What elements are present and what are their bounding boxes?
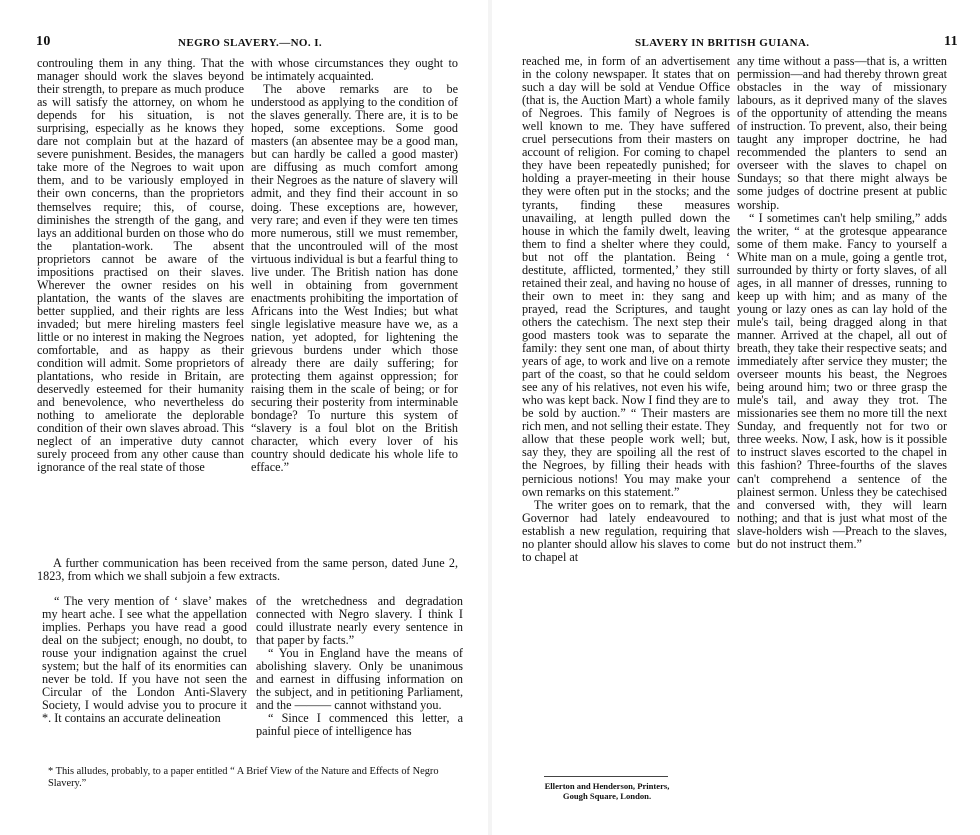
paragraph: controuling them in any thing. That the manager should work the slaves beyond their strength, to prepare as much produce as will satisfy the attorney, on whom he depends for his situation, is not surprising, especially as he knows they dare not complain but at the hazard of severe punishment. Besides, the managers take more of the Negroes to wait upon them, and to be variously employed in their own concerns, than the proprietors themselves require; this, of course, diminishes the strength of the gang, and lays an additional burden on those who do the plantation-work. The absent proprietors cannot be aware of the impositions practised on their slaves. Wherever the owner resides on his plantation, the wants of the slaves are better supplied, and their rights are less invaded; but mere hireling masters feel little or no interest in making the Negroes comfortable, and as happy as their condition will admit. Some proprietors of plantations, who reside in Britain, are deservedly esteemed for their humanity and benevolence, who nevertheless do nothing to ameliorate the deplorable condition of their own slaves abroad. This neglect of an imperative duty cannot surely proceed from any other cause than ignorance of the real state of those — [37, 56, 244, 475]
paragraph: any time without a pass—that is, a written permission—and had thereby thrown great obstacles in the way of missionary labours, as it deprived many of the slaves of the opportunity of attending the means of instruction. To prevent, also, their being taught any improper doctrine, he had recommended the planters to send an overseer with the slaves to chapel on Sundays; so that there might always be some judges of doctrine present at public worship. — [737, 54, 947, 212]
left-page — [0, 0, 488, 835]
running-head: SLAVERY IN BRITISH GUIANA. — [635, 37, 810, 49]
left-column-3 — [42, 595, 247, 725]
page-number: 11 — [943, 34, 958, 49]
paragraph: reached me, in form of an advertisement in the colony newspaper. It states that on such a day will be sold at Vendue Office (that is, the Auction Mart) a whole family of Negroes. This family of Negroes is well known to me. They have suffered cruel persecutions from their masters on account of religion. For coming to chapel they have been repeatedly punished; for holding a prayer-meeting in their house they were often put in the stocks; and the tyrants, finding these measures unavailing, at length pulled down the house in which the family dwelt, leaving them to find a shelter where they could, but not off the plantation. Being ‘ destitute, afflicted, tormented,’ they still retained their zeal, and having no house of their own to meet in: they sang and prayed, read the Scriptures, and taught others the catechism. The next step their good masters took was to separate the family: they sent one man, of about thirty years of age, to work and live on a remote part of the coast, so that he could seldom see any of his relatives, not even his wife, who was kept back. Now I find they are to be sold by auction.” “ Their masters are rich men, and not selling their estate. They allow that these people work well; but, say they, they are spoiling all the rest of the Negroes, by filling their heads with pernicious notions! You may make your own remarks on this statement.” — [522, 54, 730, 499]
paragraph: The writer goes on to remark, that the Governor had lately endeavoured to establish a new regulation, requiring that no planter should allow his slaves to come to chapel at — [522, 497, 730, 564]
paragraph: with whose circumstances they ought to be intimately acquainted. — [251, 56, 458, 84]
page-number: 10 — [36, 34, 51, 49]
running-head: NEGRO SLAVERY.—NO. I. — [178, 37, 323, 49]
right-page — [492, 0, 980, 835]
full-width-paragraph — [37, 557, 458, 583]
paragraph: The above remarks are to be understood as applying to the condition of the slaves generally. There are, it is to be hoped, some exceptions. Some good masters (an absentee may be a good man, but can hardly be called a good master) are diffusing as much comfort among their Negroes as the nature of slavery will admit, and they find their account in so doing. These exceptions are, however, very rare; and even if they were ten times more numerous, still we must remember, that the uncontrouled will of the most virtuous individual is but a fearful thing to live under. The British nation has done well in obtaining from government enactments prohibiting the importation of Africans into the West Indies; but what single legislative measure have we, as a nation, yet adopted, for lightening the grievous burdens under which those already there are daily suffering; for protecting them against oppression; for raising them in the scale of being; or for securing their posterity from interminable bondage? To nurture this system of “slavery is a foul blot on the British character, which every lover of his country should dedicate his whole life to efface.” — [251, 82, 458, 475]
paragraph: “ I sometimes can't help smiling,” adds the writer, “ at the grotesque appearance some of them make. Fancy to yourself a White man on a mule, going a gentle trot, surrounded by thirty or forty slaves, of all ages, in all manner of dresses, running to keep up with him; and as many of the young or lazy ones as can lay hold of the mule's tail, being dragged along in that manner. Arrived at the chapel, all out of breath, they take their respective seats; and immediately after service they muster; the overseer mounts his beast, the Negroes being around him; two or three grasp the mule's tail, and away they trot. The missionaries see them no more till the next Sunday, and frequently not for two or three weeks. Now, I ask, how is it possible to instruct slaves escorted to the chapel in this fashion? Three-fourths of the slaves can't comprehend a sentence of the plainest sermon. Unless they be catechised and conversed with, they will learn nothing; and that is just what most of the slave-holders wish —Preach to the slaves, but do not instruct them.” — [737, 210, 947, 551]
divider — [544, 776, 668, 777]
printer-line: Ellerton and Henderson, Printers, — [544, 781, 670, 791]
paragraph: A further communication has been received from the same person, dated June 2, 1823, from which we shall subjoin a few extracts. — [37, 556, 458, 584]
left-column-2 — [251, 57, 458, 475]
right-column-1 — [522, 55, 730, 564]
paragraph: of the wretchedness and degradation connected with Negro slavery. I think I could illustrate nearly every sentence in that paper by facts.” — [256, 594, 463, 648]
printer-imprint — [532, 781, 682, 801]
right-column-2 — [737, 55, 947, 551]
left-column-4 — [256, 595, 463, 739]
paragraph: “ Since I commenced this letter, a painful piece of intelligence has — [256, 711, 463, 739]
printer-line: Gough Square, London. — [562, 791, 652, 801]
right-header — [492, 34, 980, 53]
footnote: * This alludes, probably, to a paper entitled “ A Brief View of the Nature and Effects of Negro Slavery.” — [48, 766, 439, 789]
left-header — [0, 34, 488, 53]
left-column-1 — [37, 57, 244, 475]
paragraph: “ The very mention of ‘ slave’ makes my heart ache. I see what the appellation implies. Perhaps you have read a good deal on the subject; enough, no doubt, to rouse your indignation against the cruel system; but the half of its enormities can never be told. If you have not seen the Circular of the London Anti-Slavery Society, I would advise you to procure it *. It contains an accurate delineation — [42, 594, 247, 726]
paragraph: “ You in England have the means of abolishing slavery. Only be unanimous and earnest in diffusing information on the subject, and in petitioning Parliament, and the ——— cannot withstand you. — [256, 646, 463, 713]
